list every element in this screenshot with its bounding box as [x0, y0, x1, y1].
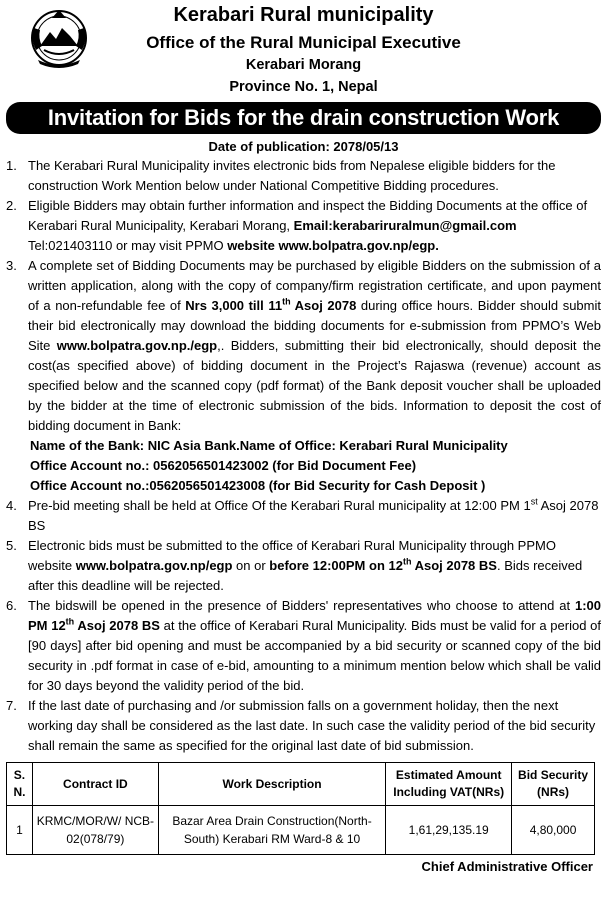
- clause-3: [6, 256, 601, 436]
- col-contract-header: Contract ID: [32, 763, 158, 806]
- header: [6, 0, 601, 100]
- col-security-header: Bid Security (NRs): [512, 763, 595, 806]
- clause-number: 7.: [6, 698, 17, 713]
- clause-2: [6, 196, 601, 256]
- deadline-text: before 12:00PM on 12: [269, 558, 403, 573]
- clause-number: 3.: [6, 258, 17, 273]
- clause-text: Asoj 2078 BS: [28, 498, 599, 533]
- clause-text: Eligible Bidders may obtain further information and inspect the Bidding Documents at the office of Kerabari Rural Municipality, Kerabari Morang,: [28, 198, 588, 233]
- ordinal-suffix: th: [65, 616, 75, 627]
- contract-table: [6, 762, 595, 855]
- col-sn-header: S. N.: [7, 763, 33, 806]
- website-link[interactable]: website www.bolpatra.gov.np/egp.: [227, 238, 439, 253]
- clause-number: 4.: [6, 498, 17, 513]
- clause-7: [6, 696, 601, 756]
- clause-5: [6, 536, 601, 596]
- clause-text: The bidswill be opened in the presence of Bidders' representatives who choose to attend at: [28, 598, 575, 613]
- clause-text: on or: [232, 558, 270, 573]
- cell-bid-security: 4,80,000: [512, 806, 595, 855]
- email-link[interactable]: Email:kerabariruralmun@gmail.com: [293, 218, 517, 233]
- province-line: Province No. 1, Nepal: [229, 79, 378, 95]
- clause-text: Pre-bid meeting shall be held at Office Of the Kerabari Rural municipality at 12:00 PM 1: [28, 498, 531, 513]
- opening-date: Asoj 2078 BS: [74, 618, 160, 633]
- clause-6: [6, 596, 601, 696]
- bank-account-security: Office Account no.:0562056501423008 (for Bid Security for Cash Deposit ): [30, 478, 486, 493]
- website-link[interactable]: www.bolpatra.gov.np/egp: [75, 558, 233, 573]
- clause-number: 6.: [6, 598, 17, 613]
- clause-text: ,. Bidders, submitting their bid electronically, should deposit the cost(as specified above) of bidding document in the Project’s Rajaswa (revenue) account as specified below and the scanned copy (pdf format) of the Bank deposit voucher shall be uploaded by the bidder at the time of electronic submission of the bids. Information to deposit the cost of bidding document in Bank:: [28, 338, 601, 433]
- clause-number: 1.: [6, 158, 17, 173]
- ordinal-suffix: th: [402, 556, 412, 567]
- cell-sn: 1: [7, 806, 33, 855]
- clause-4: [6, 496, 601, 536]
- publication-date: Date of publication: 2078/05/13: [208, 139, 399, 154]
- clause-text: at the office of Kerabari Rural Municipality. Bids must be valid for a period of [90 days] after bid opening and must be accompanied by a bid security or scanned copy of the bid security in .pdf format in case of e-bid, amounting to a minimum mention below which shall be valid for 30 days beyond the validity period of the bid.: [28, 618, 601, 693]
- clause-text: A complete set of Bidding Documents may be purchased by eligible Bidders on the submission of a written application, along with the copy of company/firm registration certificate, and upon payment of a non-refundable fee of: [28, 258, 601, 313]
- cell-estimated-amount: 1,61,29,135.19: [386, 806, 512, 855]
- table-row: [7, 806, 595, 855]
- municipality-title: Kerabari Rural municipality: [173, 4, 434, 26]
- fee-text: Nrs 3,000 till 11: [185, 298, 283, 313]
- deadline-date: Asoj 2078 BS: [411, 558, 497, 573]
- clause-text: If the last date of purchasing and /or submission falls on a government holiday, then the next working day shall be considered as the last date. In such case the validity period of the bid security shall remain the same as specified for the original last date of bid submission.: [28, 698, 596, 753]
- ordinal-suffix: st: [530, 496, 538, 507]
- bank-name-line: Name of the Bank: NIC Asia Bank.Name of Office: Kerabari Rural Municipality: [30, 438, 508, 453]
- website-link[interactable]: www.bolpatra.gov.np./egp: [56, 338, 218, 353]
- location-line: Kerabari Morang: [245, 57, 362, 73]
- clause-text: Tel:021403110 or may visit PPMO: [28, 238, 228, 253]
- opening-time: 1:00 PM 12: [28, 598, 601, 633]
- ordinal-suffix: th: [282, 296, 291, 307]
- notice-banner: Invitation for Bids for the drain construction Work: [6, 102, 601, 134]
- office-title: Office of the Rural Municipal Executive: [146, 33, 461, 52]
- fee-date: Asoj 2078: [290, 298, 357, 313]
- clause-text: . Bids received after this deadline will be rejected.: [28, 558, 583, 593]
- clause-1: [6, 156, 601, 196]
- cell-contract-id: KRMC/MOR/W/ NCB-02(078/79): [32, 806, 158, 855]
- cell-work-description: Bazar Area Drain Construction(North-South) Kerabari RM Ward-8 & 10: [158, 806, 386, 855]
- clause-number: 5.: [6, 538, 17, 553]
- clause-text: Electronic bids must be submitted to the office of Kerabari Rural Municipality through PPMO website: [28, 538, 556, 573]
- col-amount-header: Estimated Amount Including VAT(NRs): [386, 763, 512, 806]
- col-work-header: Work Description: [158, 763, 386, 806]
- clause-text: during office hours. Bidder should submit their bid electronically may download the bidding documents for e-submission from PPMO’s Web Site: [28, 298, 601, 353]
- clause-number: 2.: [6, 198, 17, 213]
- clause-text: The Kerabari Rural Municipality invites electronic bids from Nepalese eligible bidders for the construction Work Mention below under National Competitive Bidding procedures.: [28, 158, 556, 193]
- signatory: Chief Administrative Officer: [421, 859, 593, 874]
- bank-account-fee: Office Account no.: 0562056501423002 (for Bid Document Fee): [30, 458, 417, 473]
- table-header-row: [7, 763, 595, 806]
